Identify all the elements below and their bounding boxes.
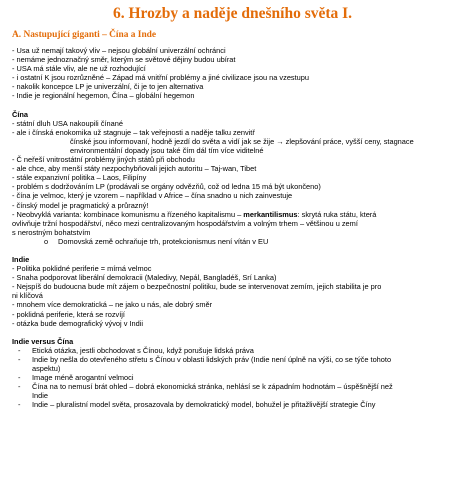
intro-line: - nakolik koncepce LP je univerzální, či je to jen alternativa	[12, 82, 204, 92]
merkantilismus-term: merkantilismus	[243, 209, 298, 219]
list-item-continuation: Indie	[32, 391, 49, 401]
intro-line: - nemáme jednoznačný směr, kterým se světové dějiny budou ubírat	[12, 55, 236, 65]
china-neobvykla-line	[12, 210, 453, 219]
china-neobvykla-cont: s nerostným bohatstvím	[12, 227, 91, 237]
india-line: - Politika poklidné periferie = mírná velmoc	[12, 264, 152, 274]
india-line: - Nejspíš do budoucna bude mít zájem o bezpečnostní politiku, bude se intervenovat zemím, jejich stabilita je pro	[12, 282, 382, 292]
china-line: - čína je velmoc, který je vzorem – například v Africe – čína snadno u nich zainvestuje	[12, 191, 293, 201]
india-line: - poklidná periferie, která se rozvíjí	[12, 309, 125, 319]
neobvykla-suffix: : skrytá ruka státu, která	[297, 209, 377, 219]
list-item	[12, 355, 453, 364]
list-item	[12, 400, 453, 409]
india-line: - Snaha podporovat liberální demokracii (Maledivy, Nepál, Bangladéš, Srí Lanka)	[12, 273, 277, 283]
china-line: - Č neřeší vnitrostátní problémy jiných států při obchodu	[12, 155, 195, 165]
china-section	[12, 110, 453, 246]
list-item-text: Čína na to nemusí brát ohled – dobrá ekonomická stránka, nehlásí se k západním hodnotám – úspěšnější než	[32, 382, 393, 392]
intro-line: - Indie je regionální hegemon, Čína – globální hegemon	[12, 91, 195, 101]
list-item	[12, 373, 453, 382]
china-line: - ale i čínská enokomika už stagnuje – tak veřejnosti a naděje talku zenvitř	[12, 127, 255, 137]
circle-bullet-icon: o	[44, 236, 49, 246]
india-line: - otázka bude demografický vývoj v Indii	[12, 318, 144, 328]
list-item	[12, 346, 453, 355]
list-item-text: Image méně arogantní velmoci	[32, 373, 134, 383]
dash-bullet-icon: -	[18, 400, 21, 410]
list-item	[12, 382, 453, 391]
dash-bullet-icon: -	[18, 373, 21, 383]
dash-bullet-icon: -	[18, 354, 21, 364]
china-line: - problém s dodržováním LP (prodávali se orgány odvězňů, což od ledna 15 má být ukončeno)	[12, 182, 321, 192]
list-item-text: Etická otázka, jestli obchodovat s Čínou, když porušuje lidská práva	[32, 345, 254, 355]
china-line: - ale chce, aby menší státy nezpochybňovali jejich autoritu – Taj-wan, Tibet	[12, 164, 257, 174]
intro-line: - i ostatní K jsou rozrůzněné – Západ má vnitřní problémy a jiné civilizace jsou na vzestupu	[12, 73, 310, 83]
india-vs-china-section	[12, 337, 453, 410]
list-item-text: Indie by nešla do otevřeného střetu s Čínou v oblasti lidských práv (Indie není úplně na výši, co se týče tohoto	[32, 354, 392, 364]
china-neobvykla-cont: ovlivňuje tržní hospodářství, něco mezi centralizovaným hospodářstvím a volným trhem – většinou u zemí	[12, 218, 358, 228]
china-line: - stále expanzivní politika – Laos, Filipíny	[12, 173, 147, 183]
india-heading: Indie	[12, 254, 30, 264]
china-heading: Čína	[12, 109, 29, 119]
list-item-text: Indie – pluralistní model světa, prosazovala by demokratický model, bohužel je přitažlivější strategie Číny	[32, 400, 376, 410]
dash-bullet-icon: -	[18, 345, 21, 355]
china-line: - státní dluh USA nakoupili čínané	[12, 118, 123, 128]
circle-item-text: Domovská země ochraňuje trh, protekcionismus není vítán v EU	[58, 236, 269, 246]
intro-list	[12, 46, 453, 101]
page-title: 6. Hrozby a naděje dnešního světa I.	[112, 5, 353, 22]
china-line: čínské jsou informovaní, hodně jezdí do světa a vidí jak se žije → zlepšování práce, vyšší ceny, stagnace	[70, 136, 414, 146]
dash-bullet-icon: -	[18, 382, 21, 392]
intro-line: - Usa už nemají takový vliv – nejsou globální univerzální ochránci	[12, 46, 226, 55]
list-item-continuation: aspektu)	[32, 364, 61, 373]
india-line: ni klíčová	[12, 291, 43, 301]
intro-line: - USA má stále vliv, ale ne už rozhodující	[12, 64, 146, 74]
india-line: - mnohem více demokratická – ne jako u nás, ale dobrý směr	[12, 300, 213, 310]
china-line: - čínský model je pragmatický a průrazný!	[12, 200, 149, 210]
section-subtitle: A. Nastupující giganti – Čína a Inde	[12, 30, 157, 40]
china-line: environmentální dopady jsou také čím dál tím více viditelné	[70, 145, 264, 155]
neobvykla-prefix: - Neobvyklá varianta: kombinace komunismu a řízeného kapitalismu –	[12, 209, 244, 219]
china-circle-item	[12, 237, 453, 246]
india-section	[12, 255, 453, 328]
india-vs-china-heading: Indie versus Čína	[12, 336, 74, 346]
